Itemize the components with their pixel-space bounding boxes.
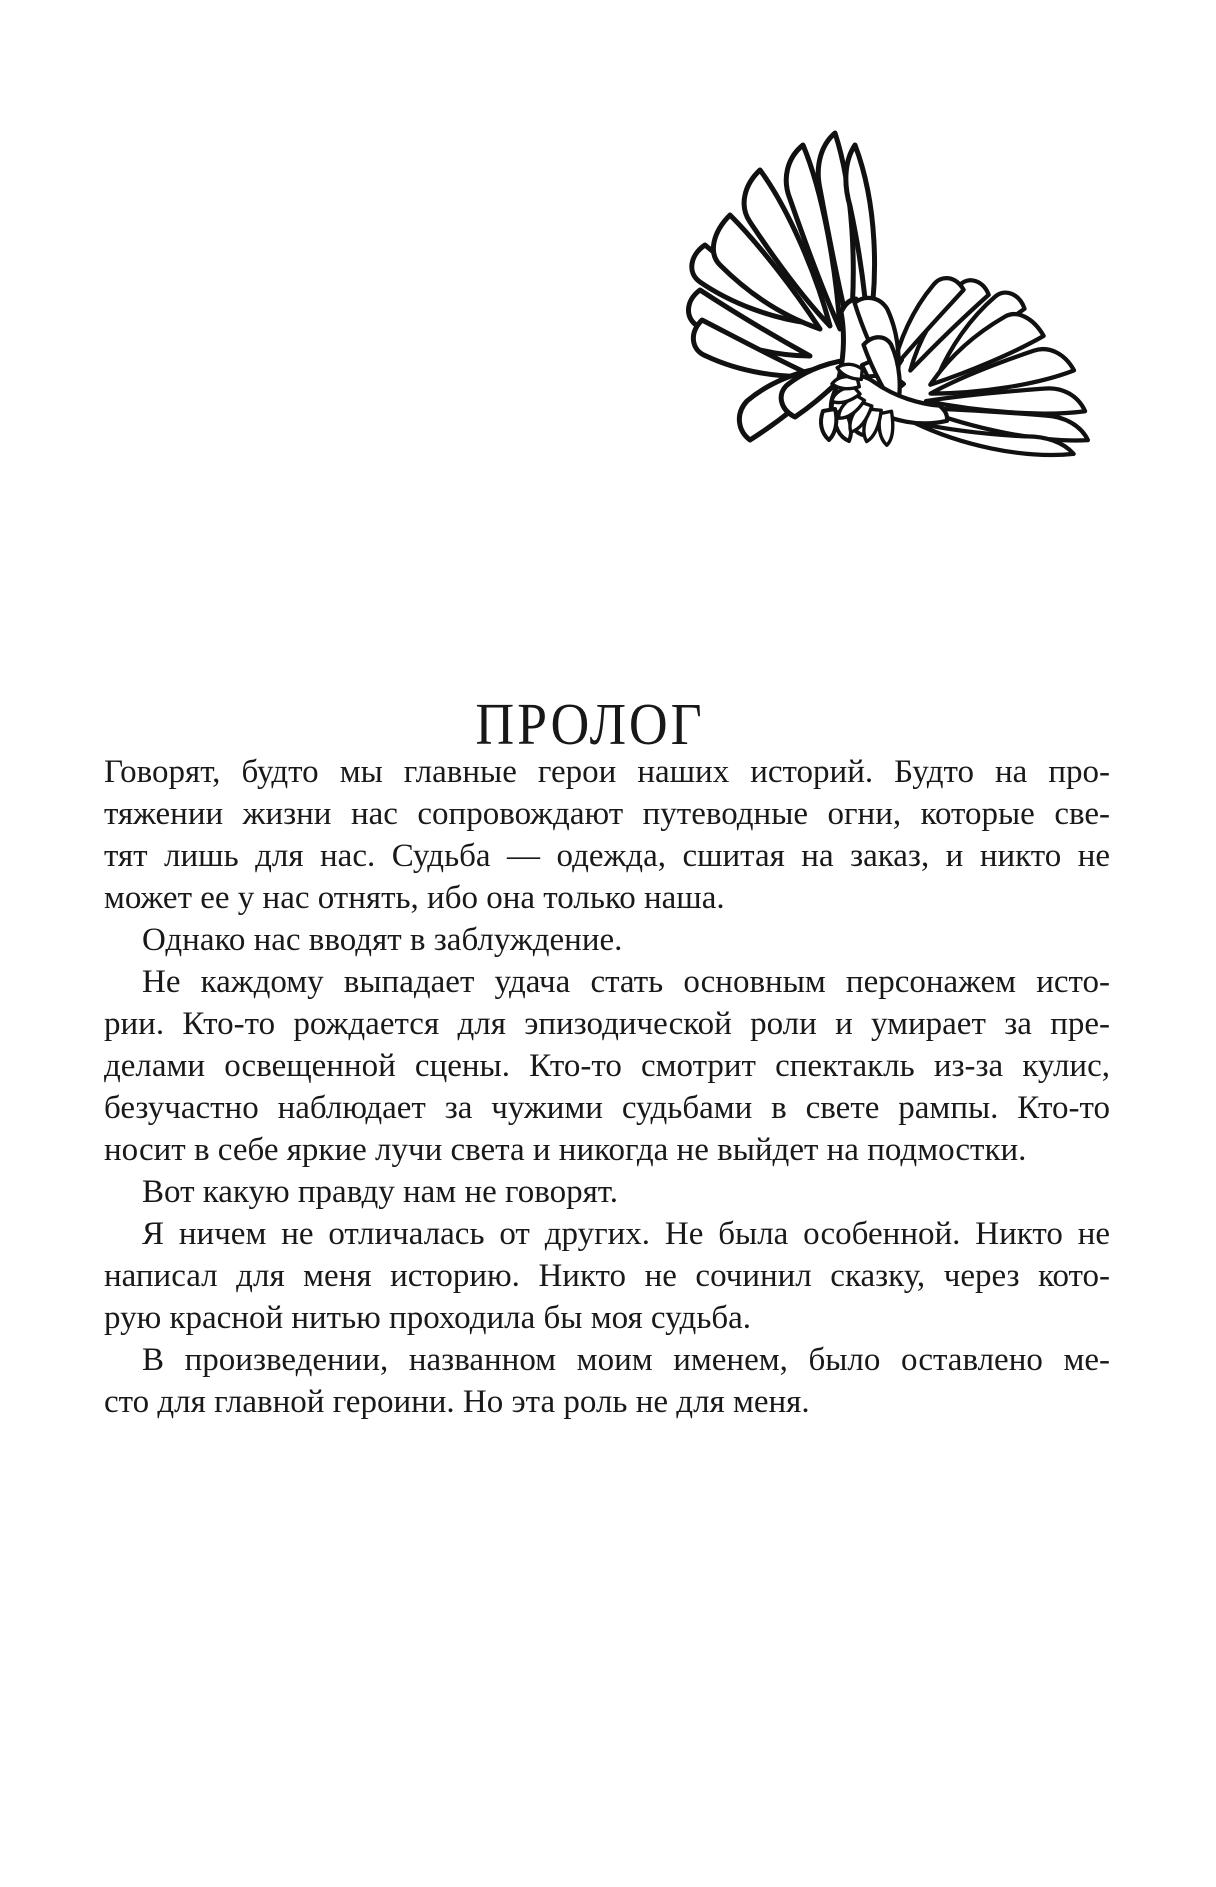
text-line: безучастно наблюдает за чужими судьбами в свете рампы. Кто-то xyxy=(104,1090,1110,1126)
wings-icon xyxy=(640,80,1120,550)
text-line: тят лишь для нас. Судьба — одежда, сшитая на заказ, и никто не xyxy=(104,838,1110,874)
text-line: носит в себе яркие лучи света и никогда не выйдет на подмостки. xyxy=(104,1132,1027,1168)
text-line: может ее у нас отнять, ибо она только наша. xyxy=(104,880,725,916)
text-line: Говорят, будто мы главные герои наших историй. Будто на про- xyxy=(104,754,1110,790)
text-line: написал для меня историю. Никто не сочинил сказку, через кото- xyxy=(104,1258,1110,1294)
text-line: Однако нас вводят в заблуждение. xyxy=(142,922,623,958)
body-text xyxy=(104,751,1110,1423)
chapter-title: ПРОЛОГ xyxy=(475,691,705,758)
text-line: рии. Кто-то рождается для эпизодической роли и умирает за пре- xyxy=(104,1006,1110,1042)
text-line: тяжении жизни нас сопровождают путеводные огни, которые све- xyxy=(104,796,1110,832)
text-line: В произведении, названном моим именем, было оставлено ме- xyxy=(142,1342,1110,1378)
text-line: делами освещенной сцены. Кто-то смотрит спектакль из-за кулис, xyxy=(104,1048,1110,1084)
text-line: сто для главной героини. Но эта роль не для меня. xyxy=(104,1384,810,1420)
text-line: Не каждому выпадает удача стать основным персонажем исто- xyxy=(142,964,1110,1000)
text-line: рую красной нитью проходила бы моя судьба. xyxy=(104,1300,752,1336)
text-line: Я ничем не отличалась от других. Не была особенной. Никто не xyxy=(142,1216,1110,1252)
text-line: Вот какую правду нам не говорят. xyxy=(142,1174,618,1210)
